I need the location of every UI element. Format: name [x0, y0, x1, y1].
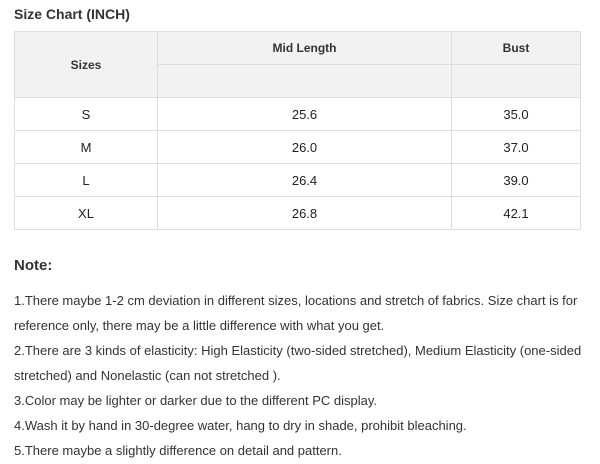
cell-bust: 42.1 [452, 197, 581, 230]
cell-size: S [15, 98, 158, 131]
note-list [14, 288, 590, 463]
cell-mid-length: 26.0 [158, 131, 452, 164]
header-bust: Bust [452, 32, 581, 65]
size-chart-title: Size Chart (INCH) [14, 6, 130, 22]
note-line: 1.There maybe 1-2 cm deviation in different sizes, locations and stretch of fabrics. Size chart is for reference only, there may be a little difference with what you get. [14, 293, 578, 333]
note-line: 2.There are 3 kinds of elasticity: High Elasticity (two-sided stretched), Medium Elasticity (one-sided stretched) and Nonelastic (can not stretched ). [14, 343, 582, 383]
table-row [15, 164, 581, 197]
size-chart-table [14, 31, 581, 230]
header-mid-length: Mid Length [158, 32, 452, 65]
cell-mid-length: 25.6 [158, 98, 452, 131]
note-heading: Note: [14, 257, 53, 274]
note-line: 3.Color may be lighter or darker due to the different PC display. [14, 393, 377, 408]
header-sizes: Sizes [15, 32, 158, 98]
cell-bust: 37.0 [452, 131, 581, 164]
cell-size: L [15, 164, 158, 197]
cell-size: M [15, 131, 158, 164]
cell-mid-length: 26.8 [158, 197, 452, 230]
table-header-row [15, 32, 581, 65]
table-row [15, 98, 581, 131]
header-bust-empty [452, 65, 581, 98]
header-mid-length-empty [158, 65, 452, 98]
cell-bust: 35.0 [452, 98, 581, 131]
table-row [15, 131, 581, 164]
cell-mid-length: 26.4 [158, 164, 452, 197]
cell-size: XL [15, 197, 158, 230]
table-row [15, 197, 581, 230]
note-line: 5.There maybe a slightly difference on detail and pattern. [14, 443, 342, 458]
note-line: 4.Wash it by hand in 30-degree water, hang to dry in shade, prohibit bleaching. [14, 418, 467, 433]
cell-bust: 39.0 [452, 164, 581, 197]
